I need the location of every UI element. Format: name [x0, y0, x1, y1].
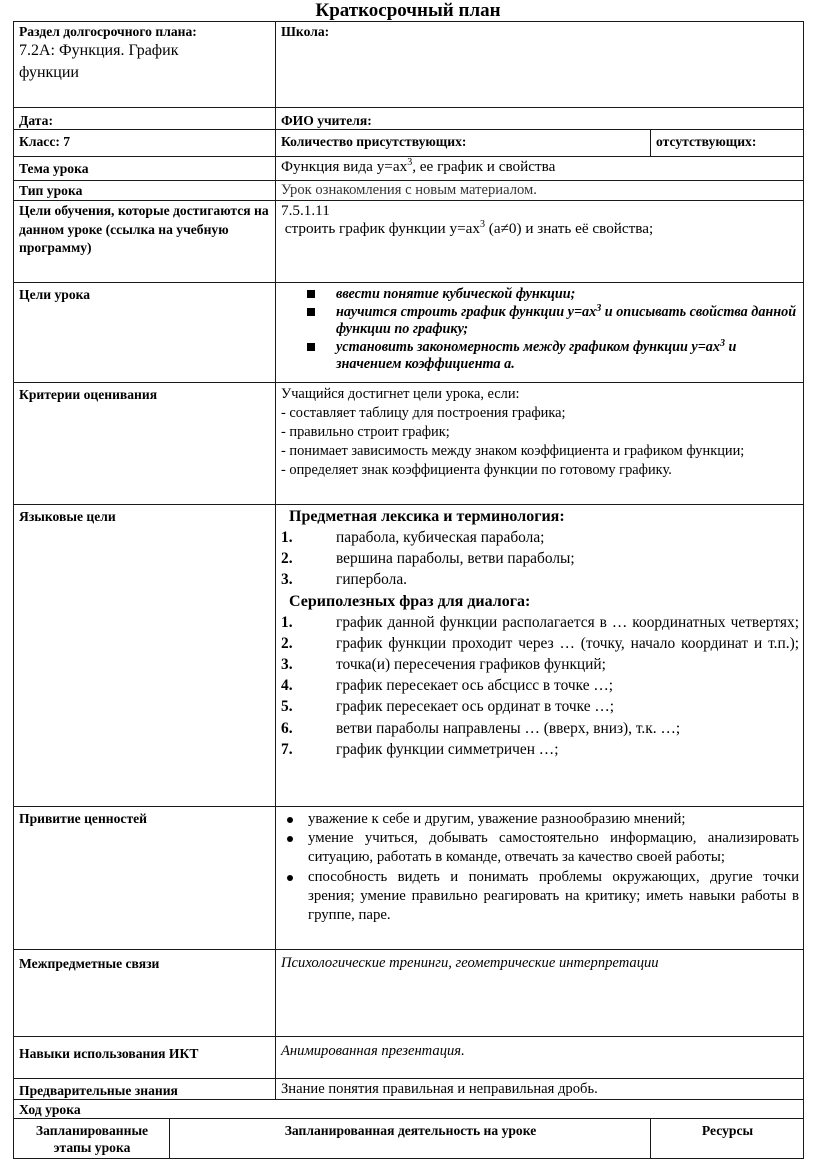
language-goals-label-cell [14, 505, 276, 807]
learning-goals-code: 7.5.1.11 [281, 202, 330, 219]
lesson-goal-exponent: 3 [596, 302, 602, 314]
vocab-item [281, 569, 799, 590]
row-class [14, 130, 804, 157]
row-lesson-goals [14, 283, 804, 383]
resources-header-cell [651, 1119, 804, 1159]
row-section [14, 22, 804, 108]
learning-goals-text-end: (a≠0) и знать её свойства; [484, 220, 654, 237]
lesson-type-label-cell [14, 181, 276, 201]
criteria-value-cell [276, 383, 804, 505]
topic-value [281, 158, 799, 176]
lesson-goal-item [281, 304, 799, 339]
ict-value: Анимированная презентация. [281, 1043, 465, 1059]
row-ict [14, 1037, 804, 1079]
values-label-cell [14, 807, 276, 950]
lesson-goal-text: научится строить график функции у=ах [336, 303, 597, 320]
teacher-cell [276, 108, 804, 130]
values-item [281, 810, 799, 829]
phrase-text: график пересекает ось ординат в точке …; [336, 698, 615, 716]
topic-label: Тема урока [19, 161, 89, 176]
phrase-number: 7. [281, 740, 293, 758]
activity-header-cell [170, 1119, 651, 1159]
values-item [281, 868, 799, 926]
lesson-goal-item [281, 339, 799, 374]
ict-label-cell [14, 1037, 276, 1079]
phrases-heading: Сериполезных фраз для диалога: [289, 592, 531, 610]
vocab-number: 3. [281, 571, 293, 589]
criteria-line: - правильно строит график; [281, 424, 450, 440]
row-values [14, 807, 804, 950]
vocab-text: парабола, кубическая парабола; [336, 529, 545, 546]
learning-goals-text [281, 220, 799, 238]
class-label: Класс: 7 [19, 134, 71, 149]
phrase-text: точка(и) пересечения графиков функций; [336, 656, 606, 674]
language-goals-value-cell [276, 505, 804, 807]
row-date [14, 108, 804, 130]
lesson-goals-list [281, 286, 799, 374]
phrase-number: 5. [281, 698, 293, 716]
ict-label: Навыки использования ИКТ [19, 1046, 199, 1061]
phrase-item [281, 718, 799, 739]
row-topic [14, 157, 804, 181]
row-learning-goals [14, 201, 804, 283]
values-value-cell [276, 807, 804, 950]
cross-curricular-value: Психологические тренинги, геометрические интерпретации [281, 955, 659, 971]
criteria-line: - понимает зависимость между знаком коэффициента и графиком функции; [281, 443, 745, 459]
cross-curricular-value-cell [276, 950, 804, 1037]
row-language-goals [14, 505, 804, 807]
school-label: Школа: [281, 24, 330, 39]
topic-value-cell [276, 157, 804, 181]
phrase-item [281, 633, 799, 654]
row-cross-curricular [14, 950, 804, 1037]
criteria-line: Учащийся достигнет цели урока, если: [281, 386, 520, 402]
section-label: Раздел долгосрочного плана: [19, 24, 197, 39]
criteria-label: Критерии оценивания [19, 387, 158, 402]
phrase-text: график функции симметричен …; [336, 740, 559, 758]
topic-value-text-end: , ее график и свойства [412, 158, 556, 175]
phrase-item [281, 739, 799, 760]
values-item [281, 829, 799, 867]
vocab-heading: Предметная лексика и терминология: [289, 508, 565, 525]
learning-goals-label: Цели обучения, которые достигаются на данном уроке (ссылка на учебную программу) [19, 203, 269, 255]
section-value-line2: функции [19, 64, 79, 81]
vocab-item [281, 527, 799, 548]
lesson-type-label: Тип урока [19, 183, 83, 198]
language-goals-label: Языковые цели [19, 509, 116, 524]
topic-value-text: Функция вида у=ах [281, 158, 408, 175]
cross-curricular-label-cell [14, 950, 276, 1037]
prior-knowledge-value-cell [276, 1079, 804, 1100]
row-criteria [14, 383, 804, 505]
bullet-dot-icon [287, 836, 293, 842]
learning-goals-value-cell [276, 201, 804, 283]
values-text: уважение к себе и другим, уважение разнообразию мнений; [308, 811, 686, 827]
date-label: Дата: [19, 113, 53, 128]
resources-header: Ресурсы [701, 1123, 754, 1138]
lesson-goal-text: установить закономерность между графиком функции у=ах [336, 338, 720, 355]
lesson-flow-cell [14, 1100, 804, 1119]
learning-goals-text-start: строить график функции у=ах [281, 220, 480, 237]
lesson-type-value-cell [276, 181, 804, 201]
phrase-number: 2. [281, 634, 293, 652]
row-prior-knowledge [14, 1079, 804, 1100]
absent-cell [651, 130, 804, 157]
criteria-line: - определяет знак коэффициента функции по готовому графику. [281, 462, 672, 478]
phrase-item [281, 654, 799, 675]
bullet-dot-icon [287, 817, 293, 823]
stages-header-cell [14, 1119, 170, 1159]
criteria-line: - составляет таблицу для построения графика; [281, 405, 566, 421]
phrase-number: 3. [281, 656, 293, 674]
prior-knowledge-value: Знание понятия правильная и неправильная дробь. [281, 1081, 598, 1097]
criteria-label-cell [14, 383, 276, 505]
phrase-text: график функции проходит через … (точку, начало координат и т.п.); [336, 634, 799, 652]
ict-value-cell [276, 1037, 804, 1079]
vocab-item [281, 548, 799, 569]
row-lesson-type [14, 181, 804, 201]
vocab-text: гипербола. [336, 571, 407, 589]
phrase-text: график данной функции располагается в … координатных четвертях; [336, 613, 799, 631]
values-text: умение учиться, добывать самостоятельно информацию, анализировать ситуацию, работать в команде, отвечать за качество своей работы; [308, 830, 799, 866]
phrase-item [281, 696, 799, 717]
square-bullet-icon [307, 343, 315, 351]
topic-exponent: 3 [407, 157, 413, 168]
activity-header: Запланированная деятельность на уроке [284, 1123, 537, 1138]
lesson-goal-text-end: и значением коэффициента а. [336, 338, 737, 372]
cross-curricular-label: Межпредметные связи [19, 956, 160, 971]
values-label: Привитие ценностей [19, 811, 147, 826]
vocab-number: 2. [281, 550, 293, 568]
phrase-item [281, 675, 799, 696]
lesson-goal-item [281, 286, 799, 304]
square-bullet-icon [307, 308, 315, 316]
topic-label-cell [14, 157, 276, 181]
class-cell [14, 130, 276, 157]
phrase-number: 4. [281, 677, 293, 695]
phrase-number: 1. [281, 613, 293, 631]
teacher-label: ФИО учителя: [281, 113, 372, 128]
learning-goals-label-cell [14, 201, 276, 283]
prior-knowledge-label-cell [14, 1079, 276, 1100]
row-lesson-flow [14, 1100, 804, 1119]
values-list [281, 810, 799, 925]
section-value-line1: 7.2A: Функция. График [19, 42, 179, 59]
prior-knowledge-label: Предварительные знания [19, 1083, 178, 1098]
lesson-goal-text-end: и описывать свойства данной функции по графику; [336, 303, 797, 337]
phrase-item [281, 612, 799, 633]
row-lesson-flow-headers [14, 1119, 804, 1159]
present-label: Количество присутствующих: [281, 134, 467, 149]
date-cell [14, 108, 276, 130]
lesson-goals-label-cell [14, 283, 276, 383]
values-text: способность видеть и понимать проблемы окружающих, другие точки зрения; умение правильно реагировать на критику; иметь навыки работы в группе, паре. [308, 868, 799, 924]
square-bullet-icon [307, 290, 315, 298]
school-cell [276, 22, 804, 108]
lesson-plan-table [13, 21, 804, 1159]
lesson-goals-label: Цели урока [19, 287, 91, 302]
vocab-text: вершина параболы, ветви параболы; [336, 550, 575, 568]
lesson-goal-exponent: 3 [719, 337, 725, 349]
present-cell [276, 130, 651, 157]
lesson-goal-text: ввести понятие кубической функции; [336, 286, 576, 302]
lesson-goals-value-cell [276, 283, 804, 383]
lesson-flow-label: Ход урока [19, 1102, 81, 1117]
phrase-number: 6. [281, 719, 293, 737]
vocab-number: 1. [281, 529, 293, 546]
stages-header: Запланированные этапы урока [35, 1123, 149, 1155]
lesson-type-value: Урок ознакомления с новым материалом. [281, 182, 537, 198]
absent-label: отсутствующих: [656, 134, 757, 149]
phrase-text: ветви параболы направлены … (вверх, вниз), т.к. …; [336, 719, 681, 737]
phrase-text: график пересекает ось абсцисс в точке …; [336, 677, 614, 695]
bullet-dot-icon [287, 875, 293, 881]
section-cell [14, 22, 276, 108]
learning-goals-exponent: 3 [479, 219, 485, 230]
document-title: Краткосрочный план [315, 0, 501, 21]
criteria-text [281, 384, 799, 480]
